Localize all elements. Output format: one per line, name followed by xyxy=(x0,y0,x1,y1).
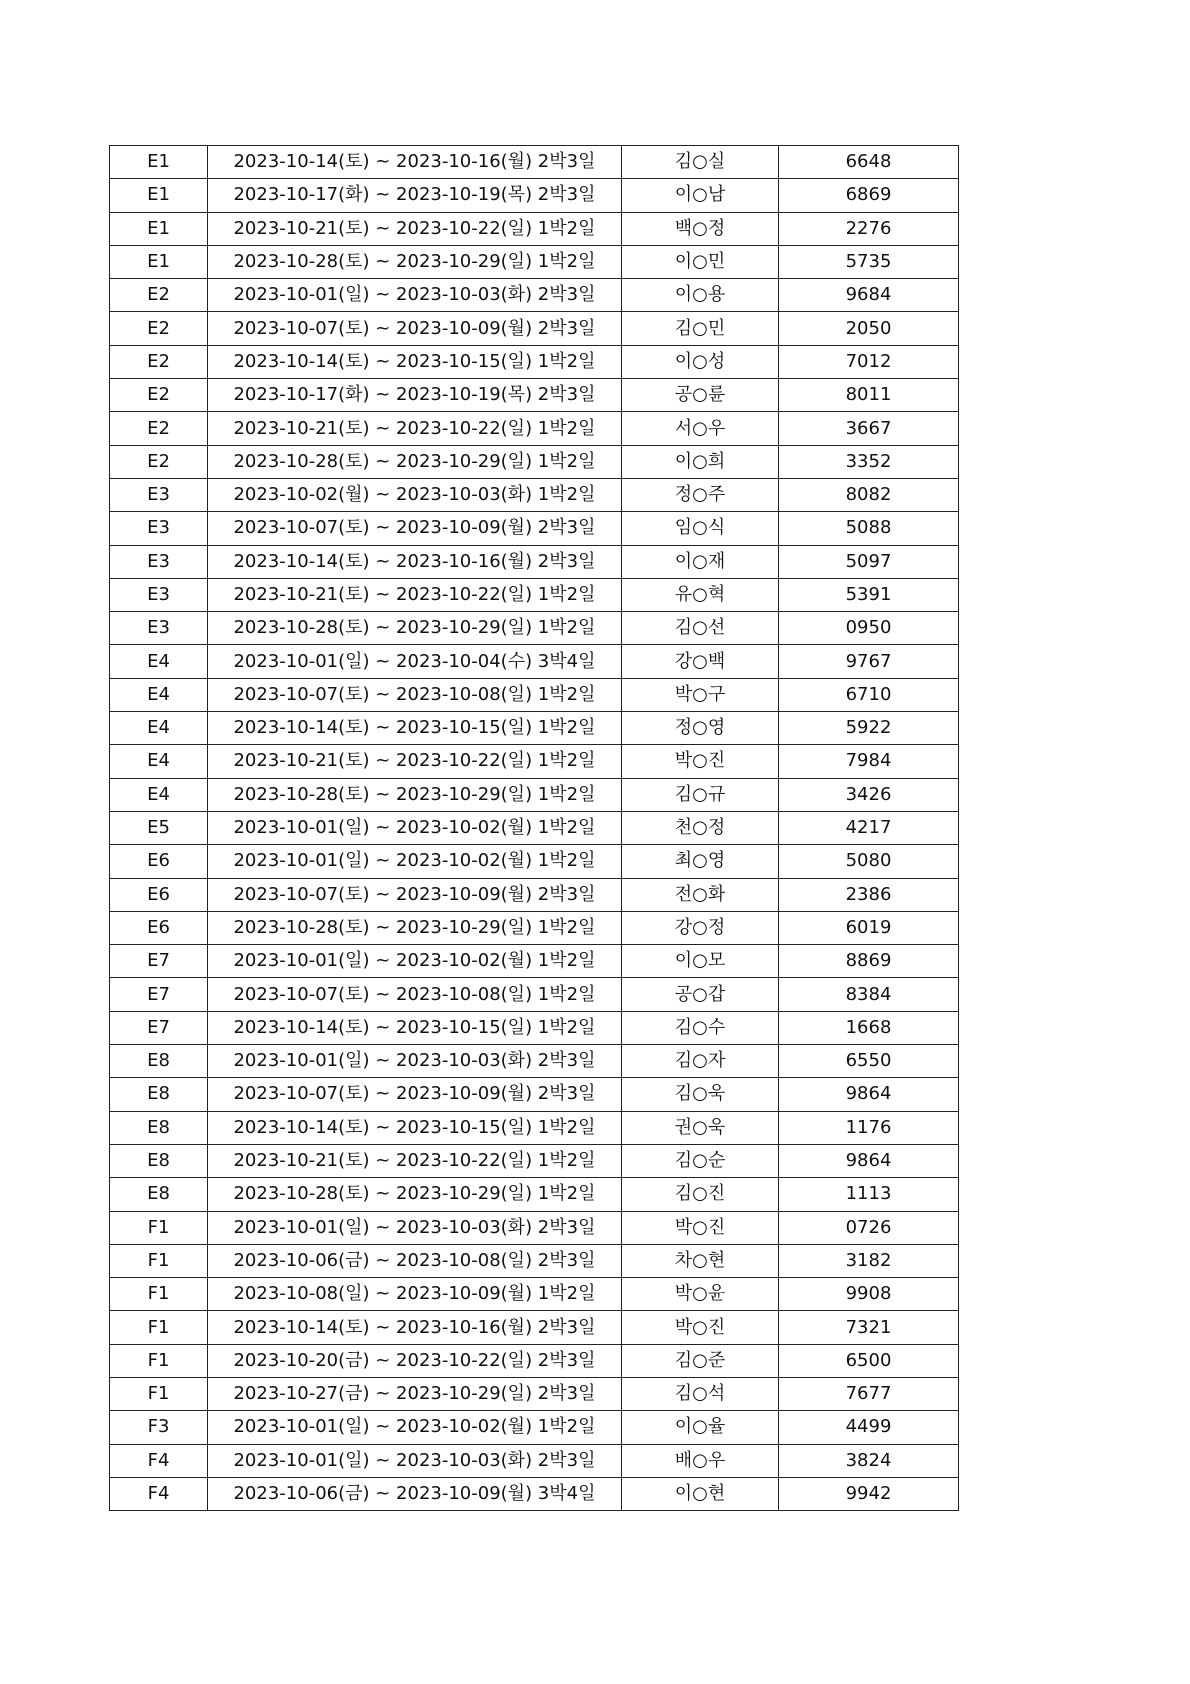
period-cell: 2023-10-14(토) ~ 2023-10-15(일) 1박2일 xyxy=(208,345,622,378)
phone-suffix-cell: 0950 xyxy=(779,612,959,645)
guest-name-cell: 박○윤 xyxy=(622,1278,779,1311)
room-cell: F3 xyxy=(110,1411,208,1444)
phone-suffix-cell: 5097 xyxy=(779,545,959,578)
room-cell: F1 xyxy=(110,1344,208,1377)
room-cell: E6 xyxy=(110,911,208,944)
guest-name-cell: 공○갑 xyxy=(622,978,779,1011)
room-cell: F1 xyxy=(110,1244,208,1277)
guest-name-cell: 정○주 xyxy=(622,478,779,511)
phone-suffix-cell: 2276 xyxy=(779,212,959,245)
guest-name-cell: 김○수 xyxy=(622,1011,779,1044)
table-row xyxy=(110,1444,959,1477)
guest-name-cell: 김○석 xyxy=(622,1377,779,1410)
phone-suffix-cell: 1176 xyxy=(779,1111,959,1144)
guest-name-cell: 김○규 xyxy=(622,778,779,811)
table-row xyxy=(110,712,959,745)
table-row xyxy=(110,745,959,778)
room-cell: E4 xyxy=(110,678,208,711)
room-cell: E1 xyxy=(110,179,208,212)
guest-name-cell: 김○욱 xyxy=(622,1078,779,1111)
period-cell: 2023-10-01(일) ~ 2023-10-02(월) 1박2일 xyxy=(208,945,622,978)
phone-suffix-cell: 3667 xyxy=(779,412,959,445)
table-row xyxy=(110,945,959,978)
table-row xyxy=(110,578,959,611)
phone-suffix-cell: 8869 xyxy=(779,945,959,978)
room-cell: F1 xyxy=(110,1377,208,1410)
period-cell: 2023-10-21(토) ~ 2023-10-22(일) 1박2일 xyxy=(208,212,622,245)
phone-suffix-cell: 2050 xyxy=(779,312,959,345)
room-cell: E3 xyxy=(110,578,208,611)
table-row xyxy=(110,146,959,179)
room-cell: E7 xyxy=(110,978,208,1011)
table-row xyxy=(110,678,959,711)
period-cell: 2023-10-06(금) ~ 2023-10-09(월) 3박4일 xyxy=(208,1477,622,1510)
table-row xyxy=(110,179,959,212)
table-row xyxy=(110,1311,959,1344)
table-row xyxy=(110,279,959,312)
table-row xyxy=(110,1244,959,1277)
room-cell: F4 xyxy=(110,1477,208,1510)
guest-name-cell: 김○진 xyxy=(622,1178,779,1211)
period-cell: 2023-10-28(토) ~ 2023-10-29(일) 1박2일 xyxy=(208,1178,622,1211)
period-cell: 2023-10-07(토) ~ 2023-10-09(월) 2박3일 xyxy=(208,312,622,345)
phone-suffix-cell: 9864 xyxy=(779,1078,959,1111)
room-cell: E8 xyxy=(110,1078,208,1111)
table-row xyxy=(110,1278,959,1311)
phone-suffix-cell: 7677 xyxy=(779,1377,959,1410)
room-cell: F1 xyxy=(110,1278,208,1311)
phone-suffix-cell: 4499 xyxy=(779,1411,959,1444)
table-row xyxy=(110,1111,959,1144)
period-cell: 2023-10-07(토) ~ 2023-10-09(월) 2박3일 xyxy=(208,512,622,545)
table-row xyxy=(110,1377,959,1410)
table-row xyxy=(110,512,959,545)
guest-name-cell: 유○혁 xyxy=(622,578,779,611)
room-cell: E2 xyxy=(110,312,208,345)
guest-name-cell: 이○용 xyxy=(622,279,779,312)
guest-name-cell: 최○영 xyxy=(622,845,779,878)
table-row xyxy=(110,412,959,445)
reservation-table-body xyxy=(110,146,959,1511)
period-cell: 2023-10-28(토) ~ 2023-10-29(일) 1박2일 xyxy=(208,445,622,478)
phone-suffix-cell: 9864 xyxy=(779,1144,959,1177)
period-cell: 2023-10-21(토) ~ 2023-10-22(일) 1박2일 xyxy=(208,745,622,778)
room-cell: E6 xyxy=(110,878,208,911)
table-row xyxy=(110,1477,959,1510)
period-cell: 2023-10-28(토) ~ 2023-10-29(일) 1박2일 xyxy=(208,245,622,278)
guest-name-cell: 이○민 xyxy=(622,245,779,278)
guest-name-cell: 정○영 xyxy=(622,712,779,745)
period-cell: 2023-10-02(월) ~ 2023-10-03(화) 1박2일 xyxy=(208,478,622,511)
room-cell: E3 xyxy=(110,612,208,645)
phone-suffix-cell: 7984 xyxy=(779,745,959,778)
period-cell: 2023-10-01(일) ~ 2023-10-03(화) 2박3일 xyxy=(208,1211,622,1244)
guest-name-cell: 박○구 xyxy=(622,678,779,711)
phone-suffix-cell: 6648 xyxy=(779,146,959,179)
period-cell: 2023-10-14(토) ~ 2023-10-16(월) 2박3일 xyxy=(208,545,622,578)
period-cell: 2023-10-21(토) ~ 2023-10-22(일) 1박2일 xyxy=(208,578,622,611)
period-cell: 2023-10-01(일) ~ 2023-10-02(월) 1박2일 xyxy=(208,1411,622,1444)
table-row xyxy=(110,312,959,345)
period-cell: 2023-10-17(화) ~ 2023-10-19(목) 2박3일 xyxy=(208,179,622,212)
period-cell: 2023-10-14(토) ~ 2023-10-15(일) 1박2일 xyxy=(208,712,622,745)
room-cell: E8 xyxy=(110,1111,208,1144)
period-cell: 2023-10-01(일) ~ 2023-10-04(수) 3박4일 xyxy=(208,645,622,678)
period-cell: 2023-10-07(토) ~ 2023-10-08(일) 1박2일 xyxy=(208,678,622,711)
table-row xyxy=(110,612,959,645)
room-cell: E8 xyxy=(110,1178,208,1211)
guest-name-cell: 백○정 xyxy=(622,212,779,245)
guest-name-cell: 강○정 xyxy=(622,911,779,944)
period-cell: 2023-10-28(토) ~ 2023-10-29(일) 1박2일 xyxy=(208,778,622,811)
phone-suffix-cell: 4217 xyxy=(779,811,959,844)
period-cell: 2023-10-21(토) ~ 2023-10-22(일) 1박2일 xyxy=(208,412,622,445)
period-cell: 2023-10-20(금) ~ 2023-10-22(일) 2박3일 xyxy=(208,1344,622,1377)
table-row xyxy=(110,1178,959,1211)
reservation-table xyxy=(109,145,959,1511)
phone-suffix-cell: 3352 xyxy=(779,445,959,478)
phone-suffix-cell: 6550 xyxy=(779,1045,959,1078)
guest-name-cell: 김○민 xyxy=(622,312,779,345)
room-cell: E4 xyxy=(110,645,208,678)
period-cell: 2023-10-01(일) ~ 2023-10-03(화) 2박3일 xyxy=(208,1045,622,1078)
table-row xyxy=(110,1045,959,1078)
guest-name-cell: 임○식 xyxy=(622,512,779,545)
table-row xyxy=(110,1411,959,1444)
room-cell: E2 xyxy=(110,345,208,378)
phone-suffix-cell: 5080 xyxy=(779,845,959,878)
room-cell: E1 xyxy=(110,146,208,179)
room-cell: E2 xyxy=(110,412,208,445)
period-cell: 2023-10-01(일) ~ 2023-10-02(월) 1박2일 xyxy=(208,845,622,878)
guest-name-cell: 이○희 xyxy=(622,445,779,478)
room-cell: E1 xyxy=(110,212,208,245)
period-cell: 2023-10-21(토) ~ 2023-10-22(일) 1박2일 xyxy=(208,1144,622,1177)
phone-suffix-cell: 6019 xyxy=(779,911,959,944)
table-row xyxy=(110,811,959,844)
room-cell: E2 xyxy=(110,379,208,412)
phone-suffix-cell: 3824 xyxy=(779,1444,959,1477)
phone-suffix-cell: 9767 xyxy=(779,645,959,678)
period-cell: 2023-10-28(토) ~ 2023-10-29(일) 1박2일 xyxy=(208,911,622,944)
room-cell: E6 xyxy=(110,845,208,878)
guest-name-cell: 권○욱 xyxy=(622,1111,779,1144)
phone-suffix-cell: 7321 xyxy=(779,1311,959,1344)
period-cell: 2023-10-14(토) ~ 2023-10-15(일) 1박2일 xyxy=(208,1111,622,1144)
room-cell: E7 xyxy=(110,945,208,978)
guest-name-cell: 김○자 xyxy=(622,1045,779,1078)
phone-suffix-cell: 8082 xyxy=(779,478,959,511)
phone-suffix-cell: 6869 xyxy=(779,179,959,212)
phone-suffix-cell: 3182 xyxy=(779,1244,959,1277)
phone-suffix-cell: 8384 xyxy=(779,978,959,1011)
room-cell: E5 xyxy=(110,811,208,844)
phone-suffix-cell: 9684 xyxy=(779,279,959,312)
room-cell: E8 xyxy=(110,1045,208,1078)
table-row xyxy=(110,1211,959,1244)
period-cell: 2023-10-14(토) ~ 2023-10-15(일) 1박2일 xyxy=(208,1011,622,1044)
period-cell: 2023-10-08(일) ~ 2023-10-09(월) 1박2일 xyxy=(208,1278,622,1311)
table-row xyxy=(110,1011,959,1044)
table-row xyxy=(110,911,959,944)
room-cell: E4 xyxy=(110,778,208,811)
guest-name-cell: 이○남 xyxy=(622,179,779,212)
room-cell: F1 xyxy=(110,1311,208,1344)
table-row xyxy=(110,845,959,878)
table-row xyxy=(110,645,959,678)
table-row xyxy=(110,878,959,911)
table-row xyxy=(110,245,959,278)
phone-suffix-cell: 1668 xyxy=(779,1011,959,1044)
table-row xyxy=(110,1344,959,1377)
phone-suffix-cell: 9908 xyxy=(779,1278,959,1311)
room-cell: E3 xyxy=(110,512,208,545)
table-row xyxy=(110,445,959,478)
guest-name-cell: 이○율 xyxy=(622,1411,779,1444)
room-cell: E8 xyxy=(110,1144,208,1177)
guest-name-cell: 천○정 xyxy=(622,811,779,844)
phone-suffix-cell: 6710 xyxy=(779,678,959,711)
table-row xyxy=(110,379,959,412)
table-row xyxy=(110,778,959,811)
phone-suffix-cell: 5922 xyxy=(779,712,959,745)
room-cell: E4 xyxy=(110,745,208,778)
guest-name-cell: 이○재 xyxy=(622,545,779,578)
period-cell: 2023-10-14(토) ~ 2023-10-16(월) 2박3일 xyxy=(208,146,622,179)
table-row xyxy=(110,478,959,511)
guest-name-cell: 강○백 xyxy=(622,645,779,678)
phone-suffix-cell: 7012 xyxy=(779,345,959,378)
phone-suffix-cell: 1113 xyxy=(779,1178,959,1211)
phone-suffix-cell: 8011 xyxy=(779,379,959,412)
room-cell: F4 xyxy=(110,1444,208,1477)
room-cell: E2 xyxy=(110,279,208,312)
guest-name-cell: 김○순 xyxy=(622,1144,779,1177)
phone-suffix-cell: 5088 xyxy=(779,512,959,545)
guest-name-cell: 박○진 xyxy=(622,1311,779,1344)
room-cell: E3 xyxy=(110,478,208,511)
guest-name-cell: 이○현 xyxy=(622,1477,779,1510)
guest-name-cell: 김○선 xyxy=(622,612,779,645)
period-cell: 2023-10-07(토) ~ 2023-10-09(월) 2박3일 xyxy=(208,1078,622,1111)
phone-suffix-cell: 6500 xyxy=(779,1344,959,1377)
period-cell: 2023-10-14(토) ~ 2023-10-16(월) 2박3일 xyxy=(208,1311,622,1344)
guest-name-cell: 공○륜 xyxy=(622,379,779,412)
guest-name-cell: 김○실 xyxy=(622,146,779,179)
guest-name-cell: 전○화 xyxy=(622,878,779,911)
period-cell: 2023-10-17(화) ~ 2023-10-19(목) 2박3일 xyxy=(208,379,622,412)
period-cell: 2023-10-06(금) ~ 2023-10-08(일) 2박3일 xyxy=(208,1244,622,1277)
phone-suffix-cell: 3426 xyxy=(779,778,959,811)
room-cell: F1 xyxy=(110,1211,208,1244)
phone-suffix-cell: 5735 xyxy=(779,245,959,278)
table-row xyxy=(110,345,959,378)
guest-name-cell: 김○준 xyxy=(622,1344,779,1377)
period-cell: 2023-10-07(토) ~ 2023-10-08(일) 1박2일 xyxy=(208,978,622,1011)
room-cell: E3 xyxy=(110,545,208,578)
table-row xyxy=(110,978,959,1011)
phone-suffix-cell: 5391 xyxy=(779,578,959,611)
room-cell: E1 xyxy=(110,245,208,278)
table-row xyxy=(110,212,959,245)
room-cell: E2 xyxy=(110,445,208,478)
phone-suffix-cell: 0726 xyxy=(779,1211,959,1244)
period-cell: 2023-10-01(일) ~ 2023-10-03(화) 2박3일 xyxy=(208,279,622,312)
table-row xyxy=(110,545,959,578)
period-cell: 2023-10-01(일) ~ 2023-10-02(월) 1박2일 xyxy=(208,811,622,844)
guest-name-cell: 서○우 xyxy=(622,412,779,445)
guest-name-cell: 박○진 xyxy=(622,1211,779,1244)
table-row xyxy=(110,1078,959,1111)
table-row xyxy=(110,1144,959,1177)
period-cell: 2023-10-27(금) ~ 2023-10-29(일) 2박3일 xyxy=(208,1377,622,1410)
guest-name-cell: 이○성 xyxy=(622,345,779,378)
period-cell: 2023-10-07(토) ~ 2023-10-09(월) 2박3일 xyxy=(208,878,622,911)
guest-name-cell: 이○모 xyxy=(622,945,779,978)
phone-suffix-cell: 2386 xyxy=(779,878,959,911)
room-cell: E7 xyxy=(110,1011,208,1044)
room-cell: E4 xyxy=(110,712,208,745)
period-cell: 2023-10-28(토) ~ 2023-10-29(일) 1박2일 xyxy=(208,612,622,645)
phone-suffix-cell: 9942 xyxy=(779,1477,959,1510)
guest-name-cell: 차○현 xyxy=(622,1244,779,1277)
guest-name-cell: 배○우 xyxy=(622,1444,779,1477)
guest-name-cell: 박○진 xyxy=(622,745,779,778)
period-cell: 2023-10-01(일) ~ 2023-10-03(화) 2박3일 xyxy=(208,1444,622,1477)
